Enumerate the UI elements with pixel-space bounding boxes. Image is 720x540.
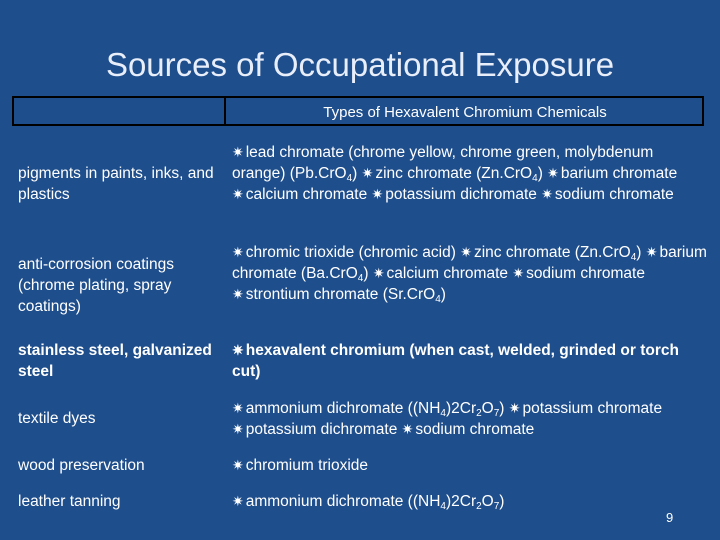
bullet-icon: ✷ bbox=[512, 265, 525, 281]
bullet-icon: ✷ bbox=[361, 165, 374, 181]
bullet-icon: ✷ bbox=[232, 186, 244, 202]
bullet-icon: ✷ bbox=[371, 186, 384, 202]
types-cell: ✷ chromic trioxide (chromic acid) ✷ zinc chromate (Zn.CrO$_4$) ✷ barium chromate (Ba.CrO$_4$) ✷ calcium chromate ✷ sodium chromate ✷ strontium chromate (Sr.CrO$_4$) bbox=[232, 244, 707, 305]
types-cell: ✷ lead chromate (chrome yellow, chrome green, molybdenum orange) (Pb.CrO$_4$) ✷ zinc chromate (Zn.CrO$_4$) ✷ barium chromate ✷ calcium chromate ✷ potassium dichromate ✷ sodium chromate bbox=[232, 144, 678, 203]
table-header bbox=[12, 96, 704, 126]
bullet-icon: ✷ bbox=[232, 421, 244, 437]
bullet-icon: ✷ bbox=[645, 244, 658, 260]
source-cell: pigments in paints, inks, and plastics bbox=[18, 165, 214, 203]
types-cell: ✷ ammonium dichromate $((NH_4)2Cr_2O_7)$ ✷ potassium chromate ✷ potassium dichromate ✷ sodium chromate bbox=[232, 400, 663, 438]
bullet-icon: ✷ bbox=[232, 244, 244, 260]
page-number: 9 bbox=[666, 510, 674, 525]
slide-title: Sources of Occupational Exposure bbox=[105, 46, 615, 83]
types-cell: ✷ chromium trioxide bbox=[232, 457, 369, 474]
source-cell: leather tanning bbox=[18, 493, 121, 510]
bullet-icon: ✷ bbox=[547, 165, 559, 181]
bullet-icon: ✷ bbox=[232, 144, 244, 160]
bullet-icon: ✷ bbox=[372, 265, 385, 281]
header-label: Types of Hexavalent Chromium Chemicals bbox=[323, 104, 607, 121]
bullet-icon: ✷ bbox=[232, 457, 244, 473]
source-cell: stainless steel, galvanized steel bbox=[18, 342, 212, 380]
types-cell: ✷ hexavalent chromium (when cast, welded, grinded or torch cut) bbox=[232, 342, 679, 380]
bullet-icon: ✷ bbox=[460, 244, 472, 260]
types-cell: ✷ ammonium dichromate $((NH_4)2Cr_2O_7)$ bbox=[232, 493, 505, 512]
bullet-icon: ✷ bbox=[232, 286, 244, 302]
bullet-icon: ✷ bbox=[232, 400, 244, 416]
source-cell: anti-corrosion coatings (chrome plating, spray coatings) bbox=[18, 256, 174, 315]
source-cell: textile dyes bbox=[18, 410, 96, 427]
bullet-icon: ✷ bbox=[541, 186, 553, 202]
bullet-icon: ✷ bbox=[508, 400, 521, 416]
bullet-icon: ✷ bbox=[232, 342, 244, 358]
bullet-icon: ✷ bbox=[401, 421, 414, 437]
source-cell: wood preservation bbox=[18, 457, 145, 474]
bullet-icon: ✷ bbox=[232, 493, 244, 509]
